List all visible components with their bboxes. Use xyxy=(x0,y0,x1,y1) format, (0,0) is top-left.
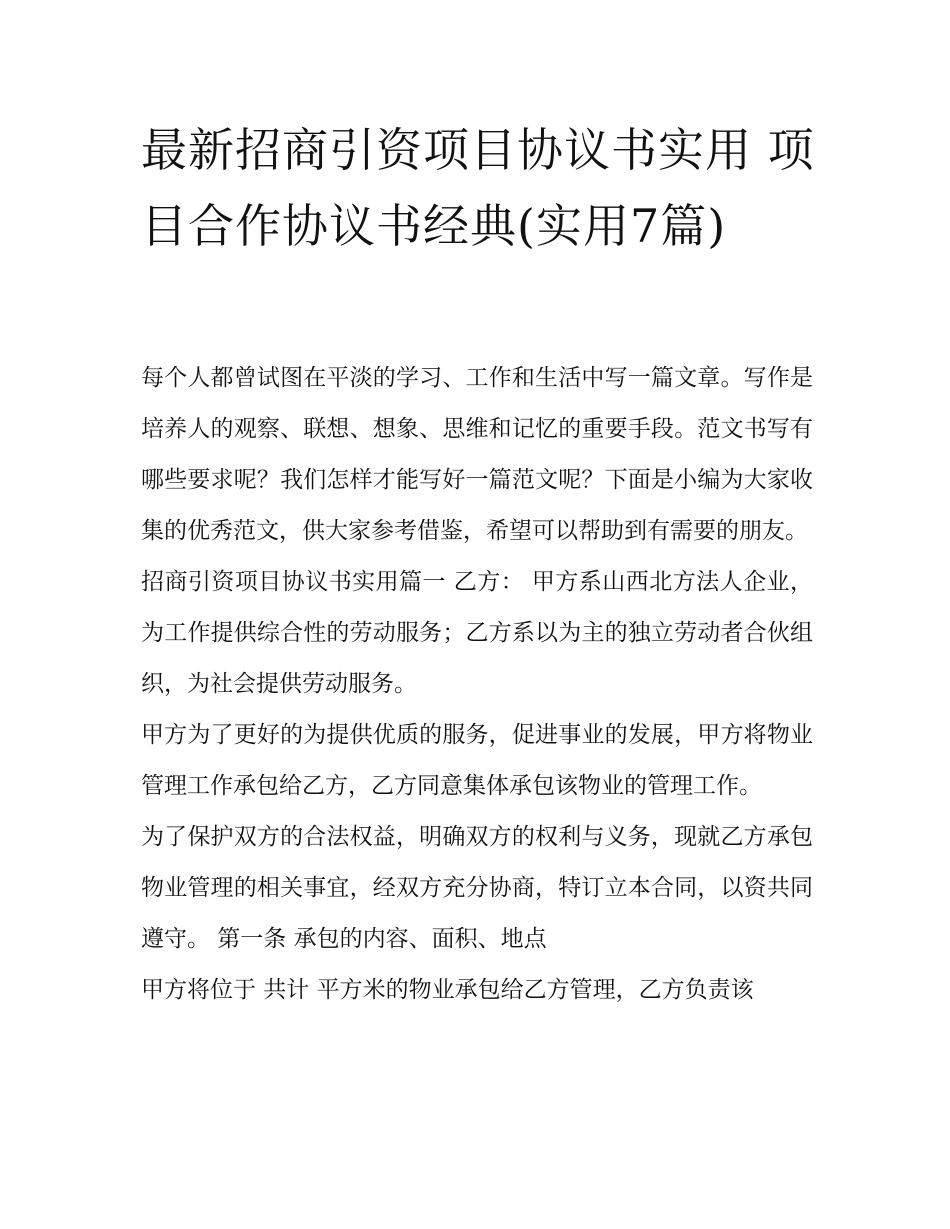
document-body xyxy=(141,353,813,1016)
paragraph-intro: 每个人都曾试图在平淡的学习、工作和生活中写一篇文章。写作是培养人的观察、联想、想象、思维和记忆的重要手段。范文书写有哪些要求呢？我们怎样才能写好一篇范文呢？下面是小编为大家收集的优秀范文，供大家参考借鉴，希望可以帮助到有需要的朋友。 xyxy=(141,365,813,544)
document-title: 最新招商引资项目协议书实用 项目合作协议书经典(实用7篇) xyxy=(141,123,815,253)
paragraph-parties: 招商引资项目协议书实用篇一 乙方： 甲方系山西北方法人企业，为工作提供综合性的劳动服务；乙方系以为主的独立劳动者合伙组织，为社会提供劳动服务。 xyxy=(141,569,813,697)
paragraph-rights: 为了保护双方的合法权益，明确双方的权利与义务，现就乙方承包物业管理的相关事宜，经双方充分协商，特订立本合同，以资共同遵守。 第一条 承包的内容、面积、地点 xyxy=(141,824,813,952)
paragraph-article-one: 甲方将位于 共计 平方米的物业承包给乙方管理，乙方负责该 xyxy=(141,977,754,1003)
paragraph-purpose: 甲方为了更好的为提供优质的服务，促进事业的发展，甲方将物业管理工作承包给乙方，乙方同意集体承包该物业的管理工作。 xyxy=(141,722,813,799)
